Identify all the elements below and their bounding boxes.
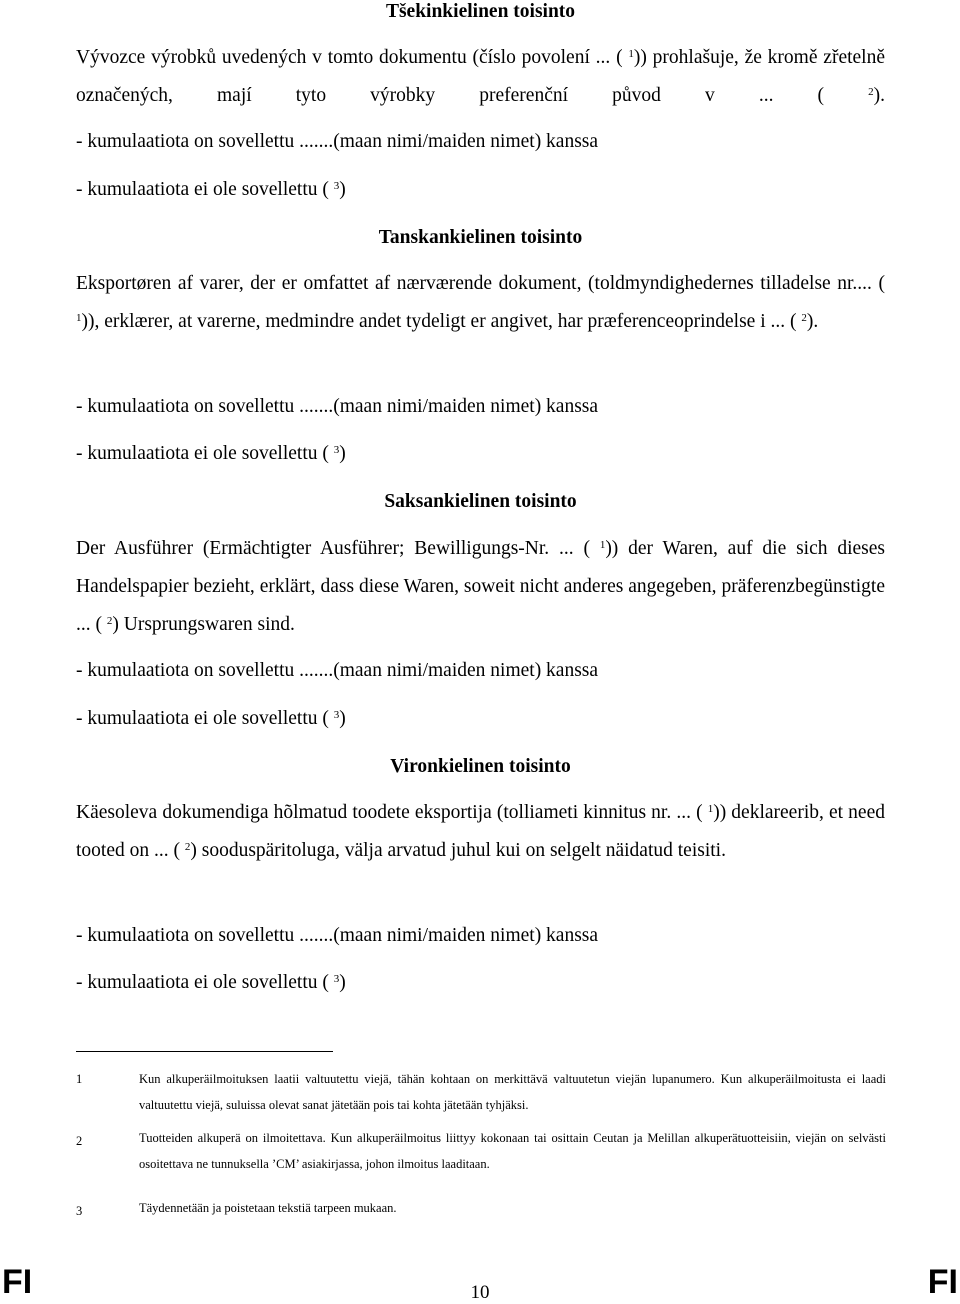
footer-language-code-left: FI (2, 1263, 33, 1301)
section-heading-estonian: Vironkielinen toisinto (390, 756, 571, 777)
section-heading-czech: Tšekinkielinen toisinto (385, 1, 576, 22)
declaration-paragraph-danish: Eksportøren af varer, der er omfattet af nærværende dokument, (toldmyndighedernes tilladelse nr.... ( $^1$)), erklærer, at varerne, medmindre andet tydeligt er angivet, har præferenceoprindelse i ... ( $^2$). (76, 273, 885, 332)
footnote-number: 2 (76, 1134, 83, 1148)
footnote-3 (76, 1195, 886, 1223)
footnote-number: 1 (76, 1072, 83, 1086)
declaration-paragraph-german: Der Ausführer (Ermächtigter Ausführer; Bewilligungs-Nr. ... ( $^1$)) der Waren, auf die sich dieses Handelspapier bezieht, erklärt, dass diese Waren, soweit nicht anderes angegeben, präferenzbegünstigte ... ( $^2$) Ursprungswaren sind. (76, 538, 885, 635)
cumulation-applied-line-danish: - kumulaatiota on sovellettu .......(maan nimi/maiden nimet) kanssa (76, 396, 599, 417)
footnote-text: Kun alkuperäilmoituksen laatii valtuutettu viejä, tähän kohtaan on merkittävä valtuutetun viejän lupanumero. Kun alkuperäilmoitusta ei laadi valtuutettu viejä, suluissa olevat sanat jätetään pois tai kohta jätetään tyhjäksi. (139, 1072, 886, 1112)
cumulation-applied-line-czech: - kumulaatiota on sovellettu .......(maan nimi/maiden nimet) kanssa (76, 131, 599, 152)
declaration-paragraph-czech: Vývozce výrobků uvedených v tomto dokumentu (číslo povolení ... ( $^1$)) prohlašuje, že kromě zřetelně označených, mají tyto výrobky preferenční původ v ... ( $^2$). (76, 47, 885, 106)
footnote-text: Täydennetään ja poistetaan tekstiä tarpeen mukaan. (139, 1201, 397, 1215)
declaration-paragraph-estonian: Käesoleva dokumendiga hõlmatud toodete eksportija (tolliameti kinnitus nr. ... ( $^1$)) deklareerib, et need tooted on ... ( $^2$) sooduspäritoluga, välja arvatud juhul kui on selgelt näidatud teisiti. (76, 802, 885, 861)
footnote-number: 3 (76, 1204, 83, 1218)
section-heading-german: Saksankielinen toisinto (384, 491, 577, 512)
cumulation-applied-line-estonian: - kumulaatiota on sovellettu .......(maan nimi/maiden nimet) kanssa (76, 925, 599, 946)
cumulation-applied-line-german: - kumulaatiota on sovellettu .......(maan nimi/maiden nimet) kanssa (76, 660, 599, 681)
section-heading-danish: Tanskankielinen toisinto (378, 227, 583, 248)
footnote-separator (76, 1051, 333, 1052)
page-number: 10 (470, 1282, 490, 1303)
cumulation-not-applied-line-danish: - kumulaatiota ei ole sovellettu ( $^3$) (76, 443, 346, 464)
cumulation-not-applied-line-german: - kumulaatiota ei ole sovellettu ( $^3$) (76, 708, 346, 729)
cumulation-not-applied-line-estonian: - kumulaatiota ei ole sovellettu ( $^3$) (76, 972, 346, 993)
footnote-text: Tuotteiden alkuperä on ilmoitettava. Kun alkuperäilmoitus liittyy kokonaan tai osittain Ceutan ja Melillan alkuperätuotteisiin, viejän on selvästi osoitettava ne tunnuksella ’CM’ asiakirjassa, johon ilmoitus laaditaan. (139, 1131, 886, 1171)
footnote-2 (76, 1125, 886, 1179)
cumulation-not-applied-line-czech: - kumulaatiota ei ole sovellettu ( $^3$) (76, 179, 346, 200)
footer-language-code-right: FI (927, 1263, 958, 1301)
footnote-1 (76, 1066, 886, 1120)
